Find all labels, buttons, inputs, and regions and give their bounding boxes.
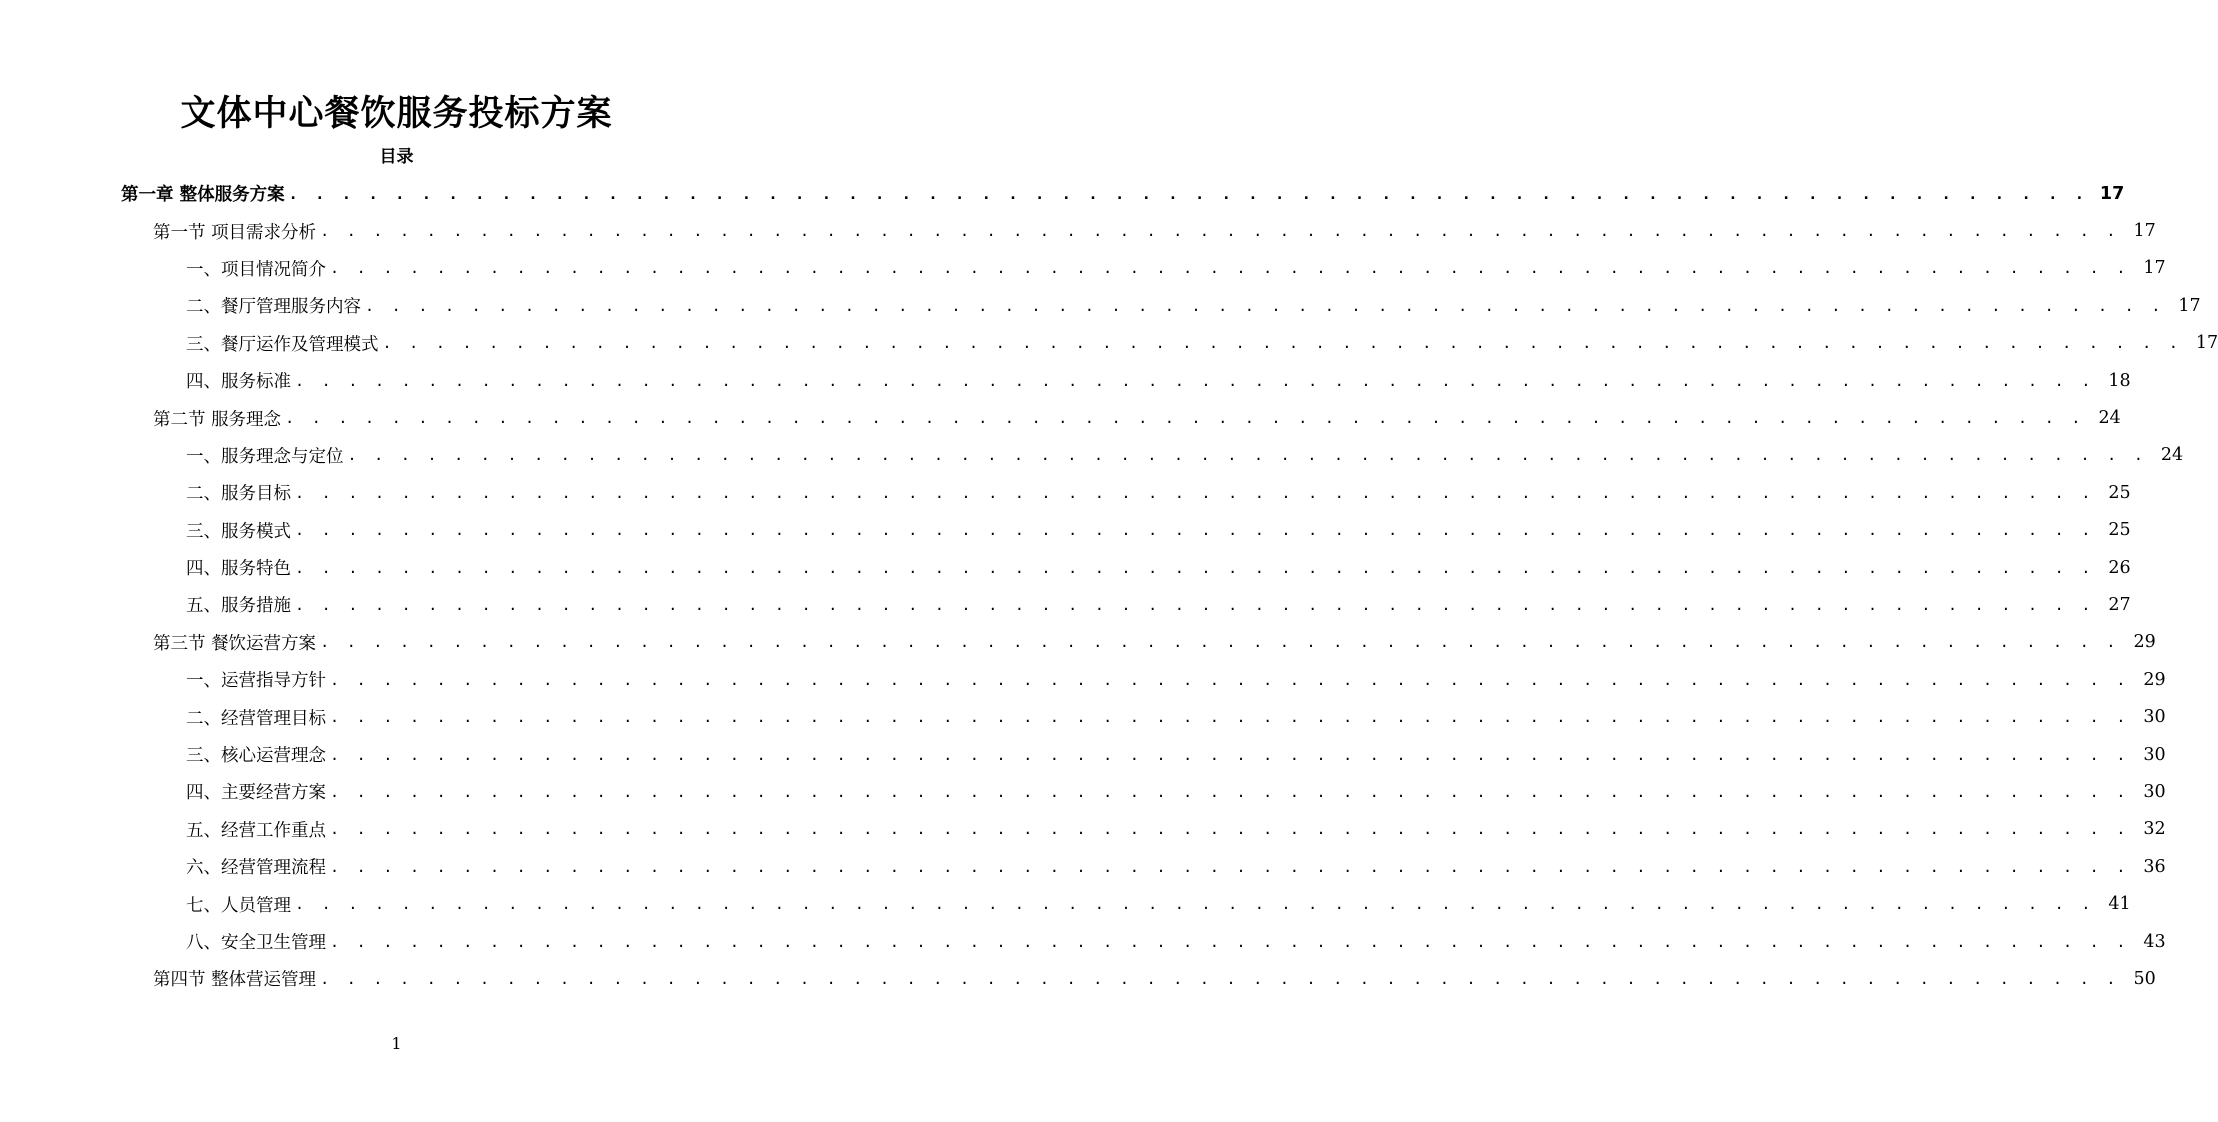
toc-entry-text: 三、核心运营理念 — [186, 746, 326, 767]
toc-entry-text: 二、服务目标 — [186, 484, 291, 505]
toc-leader: . . . . . . . . . . . . . . . . . . . . . . . . . . . . . . . . . . . . . . . . . . . . . . . . . . . . . . . . . . . . . . . . . . . . — [295, 895, 2095, 914]
toc-entry-text: 第一节 项目需求分析 — [153, 222, 317, 243]
toc-entry-text: 五、经营工作重点 — [186, 820, 326, 841]
toc-leader: . . . . . . . . . . . . . . . . . . . . . . . . . . . . . . . . . . . . . . . . . . . . . . . . . . . . . . . . . . . . . . . . . . . . — [288, 184, 2089, 203]
toc-entry-page: 25 — [2108, 520, 2131, 541]
toc-leader: . . . . . . . . . . . . . . . . . . . . . . . . . . . . . . . . . . . . . . . . . . . . . . . . . . . . . . . . . . . . . . . . . . . . — [320, 969, 2120, 988]
toc-entry-page: 36 — [2143, 856, 2166, 877]
toc-entry[interactable] — [0, 960, 2156, 997]
toc-leader: . . . . . . . . . . . . . . . . . . . . . . . . . . . . . . . . . . . . . . . . . . . . . . . . . . . . . . . . . . . . . . . . . . . . — [295, 521, 2095, 540]
toc-leader: . . . . . . . . . . . . . . . . . . . . . . . . . . . . . . . . . . . . . . . . . . . . . . . . . . . . . . . . . . . . . . . . . . . . — [330, 820, 2130, 839]
toc-entry-page: 43 — [2143, 931, 2166, 952]
toc-entry-text: 第四节 整体营运管理 — [153, 970, 317, 991]
toc-heading: 目录 — [379, 147, 414, 167]
toc-entry-text: 二、经营管理目标 — [186, 708, 326, 729]
toc-leader: . . . . . . . . . . . . . . . . . . . . . . . . . . . . . . . . . . . . . . . . . . . . . . . . . . . . . . . . . . . . . . . . . . . . — [347, 446, 2148, 465]
toc-entry-page: 27 — [2108, 594, 2131, 615]
toc-entry-page: 18 — [2108, 370, 2131, 391]
toc-entry[interactable] — [0, 512, 2131, 549]
toc-leader: . . . . . . . . . . . . . . . . . . . . . . . . . . . . . . . . . . . . . . . . . . . . . . . . . . . . . . . . . . . . . . . . . . . . — [382, 334, 2183, 353]
toc-entry[interactable] — [0, 287, 2201, 324]
toc-entry-text: 六、经营管理流程 — [186, 858, 326, 879]
toc-entry-page: 17 — [2143, 258, 2166, 279]
toc-leader: . . . . . . . . . . . . . . . . . . . . . . . . . . . . . . . . . . . . . . . . . . . . . . . . . . . . . . . . . . . . . . . . . . . . — [295, 595, 2095, 614]
toc-entry[interactable] — [0, 811, 2166, 848]
toc-entry[interactable] — [0, 175, 2125, 212]
toc-entry-page: 17 — [2195, 333, 2218, 354]
toc-entry-text: 二、餐厅管理服务内容 — [186, 297, 361, 318]
toc-leader: . . . . . . . . . . . . . . . . . . . . . . . . . . . . . . . . . . . . . . . . . . . . . . . . . . . . . . . . . . . . . . . . . . . . — [365, 296, 2165, 315]
toc-leader: . . . . . . . . . . . . . . . . . . . . . . . . . . . . . . . . . . . . . . . . . . . . . . . . . . . . . . . . . . . . . . . . . . . . — [330, 670, 2130, 689]
toc-entry-page: 41 — [2108, 894, 2131, 915]
toc-entry[interactable] — [0, 698, 2166, 735]
toc-entry-text: 四、主要经营方案 — [186, 783, 326, 804]
toc-entry-text: 五、服务措施 — [186, 596, 291, 617]
toc-entry[interactable] — [0, 474, 2131, 511]
toc-entry[interactable] — [0, 773, 2166, 810]
toc-entry-page: 26 — [2108, 557, 2131, 578]
toc-entry-text: 八、安全卫生管理 — [186, 933, 326, 953]
toc-leader: . . . . . . . . . . . . . . . . . . . . . . . . . . . . . . . . . . . . . . . . . . . . . . . . . . . . . . . . . . . . . . . . . . . . — [295, 371, 2095, 390]
toc-entry-text: 第一章 整体服务方案 — [121, 185, 285, 206]
toc-leader: . . . . . . . . . . . . . . . . . . . . . . . . . . . . . . . . . . . . . . . . . . . . . . . . . . . . . . . . . . . . . . . . . . . . — [330, 745, 2130, 764]
toc-entry[interactable] — [0, 212, 2156, 249]
toc-entry[interactable] — [0, 586, 2131, 623]
toc-entry[interactable] — [0, 362, 2131, 399]
toc-leader: . . . . . . . . . . . . . . . . . . . . . . . . . . . . . . . . . . . . . . . . . . . . . . . . . . . . . . . . . . . . . . . . . . . . — [330, 857, 2130, 876]
toc-entry[interactable] — [0, 923, 2166, 960]
toc-entry-text: 第三节 餐饮运营方案 — [153, 633, 317, 654]
toc-entry-page: 30 — [2143, 781, 2166, 802]
table-of-contents — [0, 175, 2218, 998]
toc-entry-page: 17 — [2099, 183, 2125, 204]
toc-leader: . . . . . . . . . . . . . . . . . . . . . . . . . . . . . . . . . . . . . . . . . . . . . . . . . . . . . . . . . . . . . . . . . . . . — [295, 558, 2095, 577]
toc-entry-text: 第二节 服务理念 — [153, 409, 282, 430]
toc-entry-page: 17 — [2133, 221, 2156, 242]
toc-entry-page: 17 — [2178, 295, 2201, 316]
toc-leader: . . . . . . . . . . . . . . . . . . . . . . . . . . . . . . . . . . . . . . . . . . . . . . . . . . . . . . . . . . . . . . . . . . . . — [330, 932, 2130, 951]
document-title: 文体中心餐饮服务投标方案 — [180, 94, 613, 134]
toc-leader: . . . . . . . . . . . . . . . . . . . . . . . . . . . . . . . . . . . . . . . . . . . . . . . . . . . . . . . . . . . . . . . . . . . . — [330, 782, 2130, 801]
page-number: 1 — [391, 1034, 402, 1053]
toc-entry[interactable] — [0, 885, 2131, 922]
toc-entry-text: 四、服务特色 — [186, 559, 291, 580]
toc-leader: . . . . . . . . . . . . . . . . . . . . . . . . . . . . . . . . . . . . . . . . . . . . . . . . . . . . . . . . . . . . . . . . . . . . — [295, 483, 2095, 502]
toc-entry-text: 一、项目情况简介 — [186, 259, 326, 280]
toc-entry[interactable] — [0, 736, 2166, 773]
toc-entry-text: 七、人员管理 — [186, 895, 291, 916]
toc-entry-page: 25 — [2108, 482, 2131, 503]
toc-entry-page: 24 — [2160, 445, 2184, 466]
toc-entry-page: 24 — [2098, 408, 2121, 429]
toc-entry-page: 29 — [2143, 669, 2166, 690]
toc-entry[interactable] — [0, 399, 2121, 436]
toc-leader: . . . . . . . . . . . . . . . . . . . . . . . . . . . . . . . . . . . . . . . . . . . . . . . . . . . . . . . . . . . . . . . . . . . . — [320, 633, 2120, 652]
toc-leader: . . . . . . . . . . . . . . . . . . . . . . . . . . . . . . . . . . . . . . . . . . . . . . . . . . . . . . . . . . . . . . . . . . . . — [320, 222, 2120, 241]
toc-entry-text: 四、服务标准 — [186, 372, 291, 393]
toc-entry[interactable] — [0, 437, 2184, 474]
toc-entry-text: 一、运营指导方针 — [186, 671, 326, 692]
toc-entry-page: 32 — [2143, 819, 2166, 840]
toc-entry[interactable] — [0, 325, 2218, 362]
toc-entry[interactable] — [0, 549, 2131, 586]
toc-leader: . . . . . . . . . . . . . . . . . . . . . . . . . . . . . . . . . . . . . . . . . . . . . . . . . . . . . . . . . . . . . . . . . . . . — [285, 409, 2085, 428]
toc-entry[interactable] — [0, 624, 2156, 661]
toc-entry-page: 29 — [2133, 632, 2156, 653]
toc-leader: . . . . . . . . . . . . . . . . . . . . . . . . . . . . . . . . . . . . . . . . . . . . . . . . . . . . . . . . . . . . . . . . . . . . — [330, 708, 2130, 727]
toc-entry-page: 30 — [2143, 744, 2166, 765]
toc-entry-text: 一、服务理念与定位 — [186, 446, 344, 467]
toc-entry[interactable] — [0, 661, 2166, 698]
toc-leader: . . . . . . . . . . . . . . . . . . . . . . . . . . . . . . . . . . . . . . . . . . . . . . . . . . . . . . . . . . . . . . . . . . . . — [330, 259, 2130, 278]
toc-entry-text: 三、服务模式 — [186, 521, 291, 542]
toc-entry-page: 30 — [2143, 707, 2166, 728]
toc-entry-text: 三、餐厅运作及管理模式 — [186, 334, 379, 355]
toc-entry[interactable] — [0, 848, 2166, 885]
toc-entry[interactable] — [0, 250, 2166, 287]
toc-entry-page: 50 — [2133, 968, 2156, 989]
